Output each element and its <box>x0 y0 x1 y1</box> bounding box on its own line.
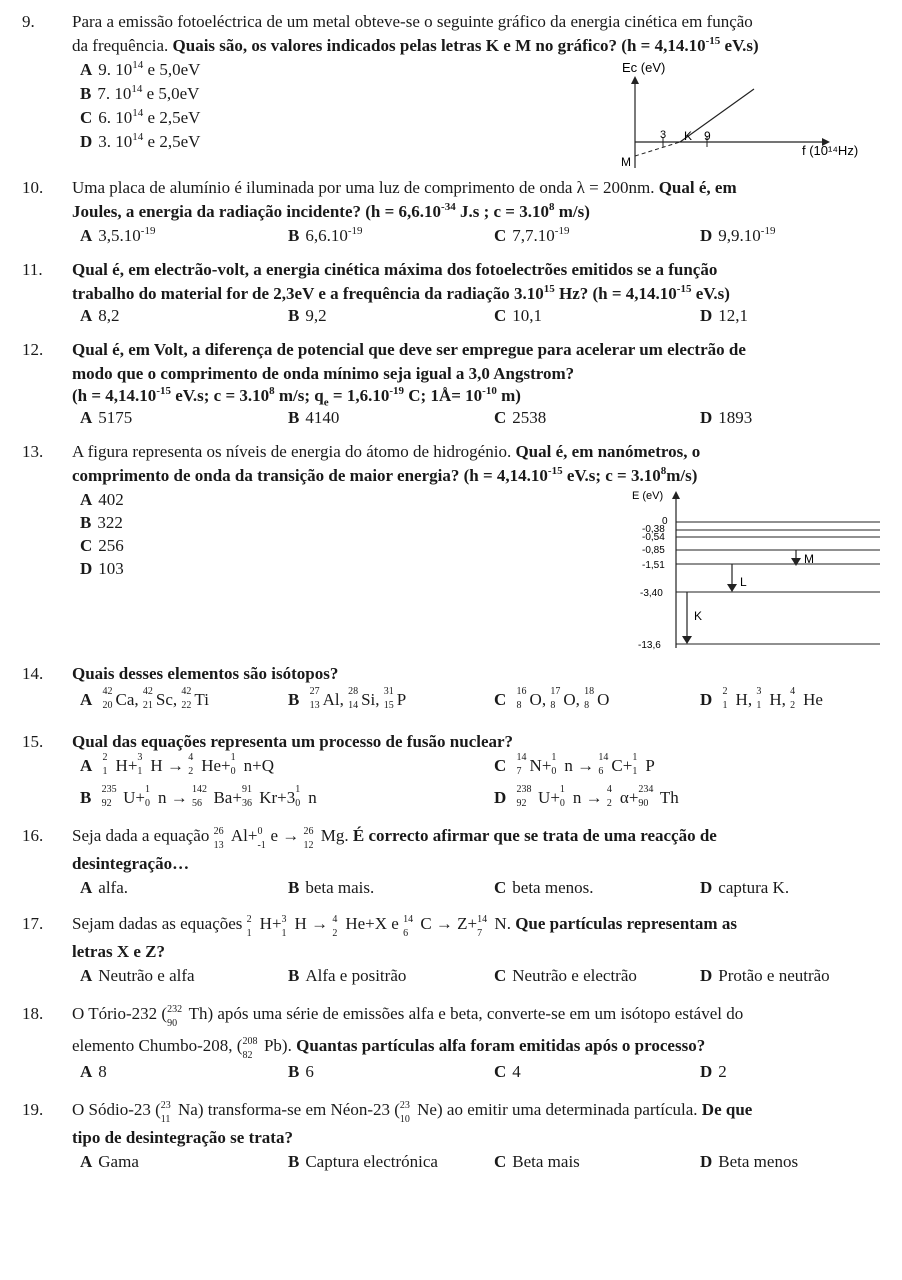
equation-1: 2 1 H+ 3 1 H → 4 2 He+X <box>246 914 388 939</box>
question-text: Qual é, em electrão-volt, a energia cinética máxima dos fotoelectrões emitidos se a função <box>72 260 718 279</box>
option-d[interactable]: D 3. $10^{14}$ e 2,5eV <box>80 131 201 151</box>
option-c[interactable]: C 256 <box>80 536 124 555</box>
option-b[interactable]: B beta mais. <box>288 878 375 897</box>
label-m: M <box>621 155 631 169</box>
question-text: Sejam dadas as equações 2 1 H+ 3 1 H → 4 2 He+X e 14 6 C → Z+ 14 7 N. Que partículas representam as <box>72 914 737 939</box>
question-text: A figura representa os níveis de energia do átomo de hidrogénio. Qual é, em nanómetros, o <box>72 442 701 461</box>
nuclide: 18 8 O <box>584 686 610 711</box>
tick-9: 9 <box>704 129 711 143</box>
option-c[interactable]: C beta menos. <box>494 878 594 897</box>
question-number: 15. <box>22 732 44 751</box>
option-a[interactable]: A $3,5.10^{-19}$ <box>80 225 156 245</box>
option-d[interactable]: D 238 92 U+ 1 0 n → 4 2 α+ 234 90 Th <box>494 784 679 809</box>
nuclide-thorium: 232 90 Th <box>167 1004 208 1029</box>
question-text: Seja dada a equação 26 13 Al+ 0 -1 e → 26 12 Mg. É correcto afirmar que se trata de uma reacção de <box>72 826 717 851</box>
nuclide: 16 8 O <box>516 686 542 711</box>
equation-b: 235 92 U+ 1 0 n → 142 56 Ba+ 91 36 Kr+3 1 0 n <box>101 784 317 809</box>
nuclide-lead: 208 82 Pb <box>242 1036 282 1061</box>
question-number: 12. <box>22 340 44 359</box>
option-b[interactable]: B 27 13 Al, 28 14 Si, 31 15 P <box>288 686 407 711</box>
nuclide: 42 20 Ca <box>102 686 135 711</box>
question-text: Uma placa de alumínio é iluminada por uma luz de comprimento de onda λ = 200nm. Qual é, em <box>72 178 737 197</box>
option-a[interactable]: A 402 <box>80 490 124 509</box>
option-d[interactable]: D captura K. <box>700 878 790 897</box>
level-054: -0,54 <box>642 532 665 543</box>
option-b[interactable]: B Alfa e positrão <box>288 966 407 985</box>
question-number: 18. <box>22 1004 44 1023</box>
option-a[interactable]: A alfa. <box>80 878 129 897</box>
question-text: trabalho do material for de 2,3eV e a frequência da radiação 3.10$^{15}$ Hz? ($h = 4,14.10^{-15}$ eV.s) <box>72 283 730 303</box>
energy-level-diagram <box>618 486 888 656</box>
nuclide: 28 14 Si <box>348 686 376 711</box>
option-b[interactable]: B $6,6.10^{-19}$ <box>288 225 363 245</box>
question-number: 11. <box>22 260 43 279</box>
option-b[interactable]: B 235 92 U+ 1 0 n → 142 56 Ba+ 91 36 Kr+3 1 0 n <box>80 784 317 809</box>
option-a[interactable]: A 8 <box>80 1062 107 1081</box>
question-text: O Sódio-23 ( 23 11 Na) transforma-se em Néon-23 ( 23 10 Ne) ao emitir uma determinada partícula. De que <box>72 1100 753 1125</box>
level-085: -0,85 <box>642 545 665 556</box>
graph-y-label: Ec (eV) <box>622 60 666 75</box>
arrow-k-label: K <box>694 609 703 623</box>
option-a[interactable]: A Gama <box>80 1152 139 1171</box>
question-number: 9. <box>22 12 35 31</box>
option-c[interactable]: C 14 7 N+ 1 0 n → 14 6 C+ 1 1 P <box>494 752 655 777</box>
question-number: 13. <box>22 442 44 461</box>
option-d[interactable]: D 12,1 <box>700 306 749 325</box>
nuclide: 4 2 He <box>790 686 823 711</box>
option-b[interactable]: B 9,2 <box>288 306 327 325</box>
nuclide: 42 21 Sc <box>142 686 173 711</box>
nuclide: 2 1 H <box>722 686 748 711</box>
question-text: da frequência. Quais são, os valores indicados pelas letras K e M no gráfico? ($h = 4,14.10^{-15}$ eV.s) <box>72 35 759 55</box>
option-c[interactable]: C 16 8 O, 17 8 O, 18 8 O <box>494 686 610 711</box>
nuclide-neon: 23 10 Ne <box>399 1100 437 1125</box>
question-text: letras X e Z? <box>72 942 166 961</box>
option-b[interactable]: B 322 <box>80 513 123 532</box>
question-text: elemento Chumbo-208, ( 208 82 Pb). Quantas partículas alfa foram emitidas após o processo? <box>72 1036 706 1061</box>
nuclide: 31 15 P <box>383 686 407 711</box>
level-151: -1,51 <box>642 560 665 571</box>
option-c[interactable]: C 10,1 <box>494 306 543 325</box>
question-number: 16. <box>22 826 44 845</box>
question-number: 17. <box>22 914 44 933</box>
option-d[interactable]: D 103 <box>80 559 124 578</box>
option-a[interactable]: A Neutrão e alfa <box>80 966 195 985</box>
level-038: -0,38 <box>642 524 665 535</box>
equation-d: 238 92 U+ 1 0 n → 4 2 α+ 234 90 Th <box>516 784 679 809</box>
option-b[interactable]: B 6 <box>288 1062 314 1081</box>
nuclide: 42 22 Ti <box>181 686 209 711</box>
option-d[interactable]: D Beta menos <box>700 1152 799 1171</box>
question-text: desintegração… <box>72 854 190 873</box>
question-text: Qual é, em Volt, a diferença de potencial que deve ser empregue para acelerar um electrão de <box>72 340 746 359</box>
option-d[interactable]: D Protão e neutrão <box>700 966 830 985</box>
question-constants: ($h = 4,14.10^{-15}$ eV.s; $c = 3.10^8$ m/s; $q_e = 1,6.10^{-19}$ C; 1Å= $10^{-10}$ m) <box>72 385 521 409</box>
graph-x-label: f (10¹⁴Hz) <box>802 143 859 158</box>
arrow-l-label: L <box>740 575 747 589</box>
option-d[interactable]: D 1893 <box>700 408 753 427</box>
option-d[interactable]: D 2 1 H, 3 1 H, 4 2 He <box>700 686 823 711</box>
question-text: modo que o comprimento de onda mínimo seja igual a 3,0 Angstrom? <box>72 364 575 383</box>
question-text: Quais desses elementos são isótopos? <box>72 664 339 683</box>
equation: 26 13 Al+ 0 -1 e → 26 12 Mg <box>213 826 345 851</box>
question-number: 19. <box>22 1100 44 1119</box>
arrow-m-label: M <box>804 552 814 566</box>
option-b[interactable]: B 7. $10^{14}$ e 5,0eV <box>80 83 200 103</box>
question-text: Qual das equações representa um processo de fusão nuclear? <box>72 732 514 751</box>
option-c[interactable]: C Neutrão e electrão <box>494 966 637 985</box>
nuclide-sodium: 23 11 Na <box>160 1100 198 1125</box>
level-0: 0 <box>662 516 668 527</box>
nuclide: 17 8 O <box>550 686 576 711</box>
option-a[interactable]: A 2 1 H+ 3 1 H → 4 2 He+ 1 0 n+Q <box>80 752 274 777</box>
option-d[interactable]: D 2 <box>700 1062 727 1081</box>
tick-k: K <box>684 129 693 143</box>
question-text: Joules, a energia da radiação incidente? ($h = 6,6.10^{-34}$ J.s ; $c = 3.10^8$ m/s) <box>72 201 590 221</box>
option-c[interactable]: C 4 <box>494 1062 521 1081</box>
question-number: 10. <box>22 178 44 197</box>
equation-a: 2 1 H+ 3 1 H → 4 2 He+ 1 0 n+Q <box>102 752 274 777</box>
option-a[interactable]: A 5175 <box>80 408 133 427</box>
diagram-y-label: E (eV) <box>632 490 664 502</box>
question-text: Para a emissão fotoeléctrica de um metal obteve-se o seguinte gráfico da energia cinética em função <box>72 12 753 31</box>
option-b[interactable]: B Captura electrónica <box>288 1152 438 1171</box>
equation-c: 14 7 N+ 1 0 n → 14 6 C+ 1 1 P <box>516 752 655 777</box>
tick-3: 3 <box>660 129 667 141</box>
option-d[interactable]: D $9,9.10^{-19}$ <box>700 225 776 245</box>
photoelectric-graph <box>600 58 880 178</box>
option-a[interactable]: A 42 20 Ca, 42 21 Sc, 42 22 Ti <box>80 686 209 711</box>
option-c[interactable]: C $7,7.10^{-19}$ <box>494 225 570 245</box>
option-c[interactable]: C 6. $10^{14}$ e 2,5eV <box>80 107 201 127</box>
nuclide: 3 1 H <box>756 686 782 711</box>
option-c[interactable]: C 2538 <box>494 408 547 427</box>
nuclide: 27 13 Al <box>309 686 340 711</box>
equation-2: 14 6 C → Z+ 14 7 N <box>403 914 507 939</box>
option-a[interactable]: A 8,2 <box>80 306 120 325</box>
question-text: O Tório-232 ( 232 90 Th) após uma série de emissões alfa e beta, converte-se em um isótopo estável do <box>72 1004 744 1029</box>
question-text: tipo de desintegração se trata? <box>72 1128 293 1147</box>
option-b[interactable]: B 4140 <box>288 408 340 427</box>
option-c[interactable]: C Beta mais <box>494 1152 580 1171</box>
level-136: -13,6 <box>638 640 661 651</box>
option-a[interactable]: A 9. $10^{14}$ e 5,0eV <box>80 59 201 79</box>
question-text: comprimento de onda da transição de maior energia? ($h = 4,14.10^{-15}$ eV.s; $c = 3.10^8m/s$) <box>72 465 698 485</box>
question-number: 14. <box>22 664 44 683</box>
level-340: -3,40 <box>640 588 663 599</box>
